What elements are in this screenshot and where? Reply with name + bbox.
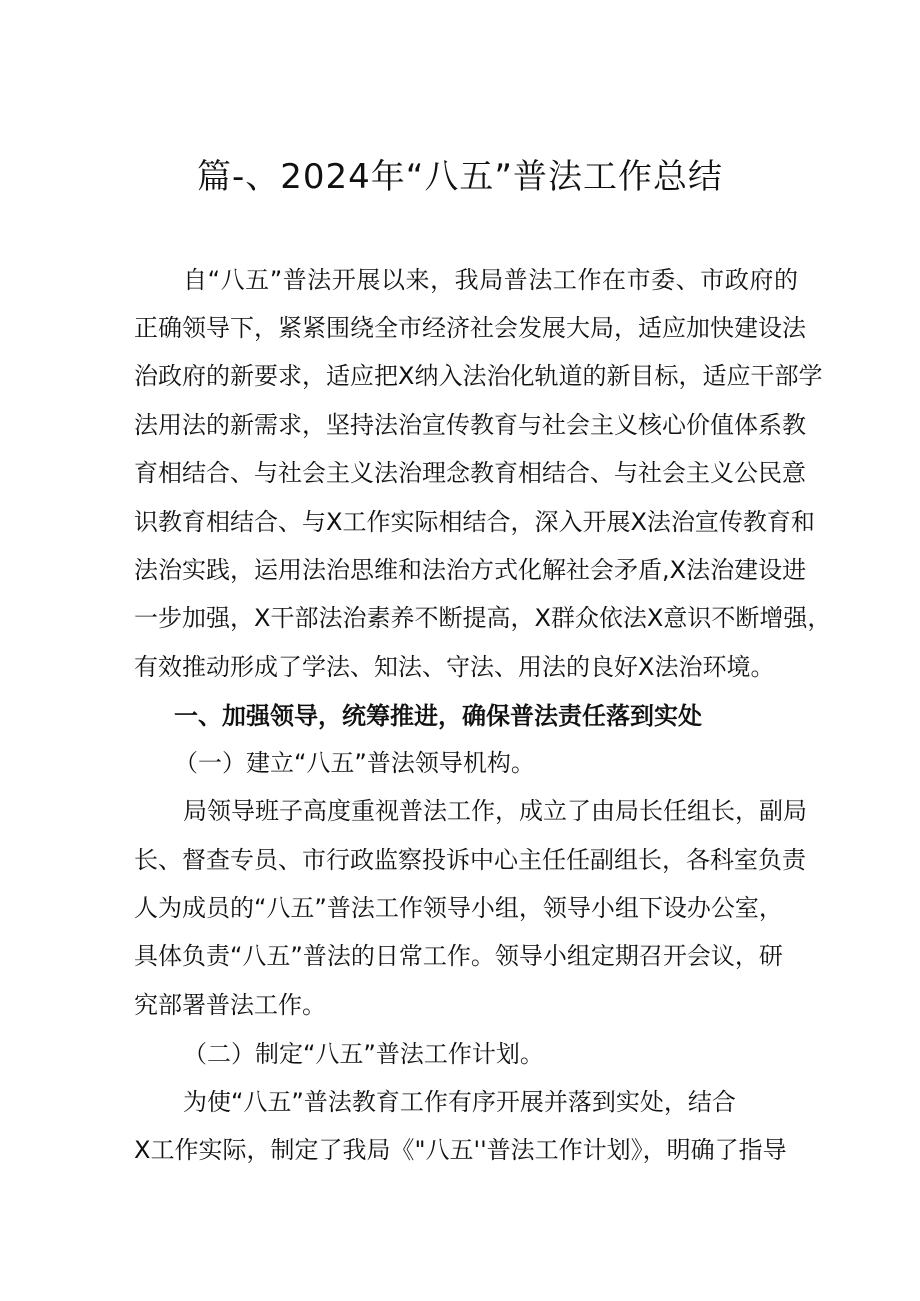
paragraph-line: 自“八五”普法开展以来，我局普法工作在市委、市政府的 bbox=[183, 266, 798, 294]
paragraph-line: X工作实际，制定了我局《"八五''普法工作计划》，明确了指导 bbox=[134, 1136, 787, 1164]
paragraph-line: 一步加强，X干部法治素养不断提高，X群众依法X意识不断增强， bbox=[134, 604, 832, 632]
paragraph-line: 识教育相结合、与X工作实际相结合，深入开展X法治宣传教育和 bbox=[134, 508, 815, 536]
paragraph-line: 有效推动形成了学法、知法、守法、用法的良好X法治环境。 bbox=[134, 653, 775, 681]
paragraph-line: 正确领导下，紧紧围绕全市经济社会发展大局，适应加快建设法 bbox=[134, 314, 806, 342]
paragraph-line: 法用法的新需求，坚持法治宣传教育与社会主义核心价值体系教 bbox=[134, 411, 806, 439]
paragraph-line: 人为成员的“八五”普法工作领导小组，领导小组下设办公室， bbox=[134, 894, 783, 922]
paragraph-line: 治政府的新要求，适应把X纳入法治化轨道的新目标，适应干部学 bbox=[134, 362, 823, 390]
section-heading: 一、加强领导，统筹推进，确保普法责任落到实处 bbox=[174, 702, 702, 730]
document-title: 篇-、2024年“八五”普法工作总结 bbox=[196, 157, 724, 197]
paragraph-line: 具体负责“八五”普法的日常工作。领导小组定期召开会议，研 bbox=[134, 942, 783, 970]
paragraph-line: 究部署普法工作。 bbox=[134, 991, 326, 1019]
subsection-heading: （二）制定“八五”普法工作计划。 bbox=[183, 1040, 544, 1068]
paragraph-line: 法治实践，运用法治思维和法治方式化解社会矛盾,X法治建设进 bbox=[134, 556, 807, 584]
paragraph-line: 局领导班子高度重视普法工作，成立了由局长任组长，副局 bbox=[183, 797, 807, 825]
paragraph-line: 为使“八五”普法教育工作有序开展并落到实处，结合 bbox=[183, 1088, 736, 1116]
paragraph-line: 长、督查专员、市行政监察投诉中心主任任副组长，各科室负责 bbox=[134, 846, 806, 874]
paragraph-line: 育相结合、与社会主义法治理念教育相结合、与社会主义公民意 bbox=[134, 459, 806, 487]
subsection-heading: （一）建立“八五”普法领导机构。 bbox=[174, 749, 535, 777]
